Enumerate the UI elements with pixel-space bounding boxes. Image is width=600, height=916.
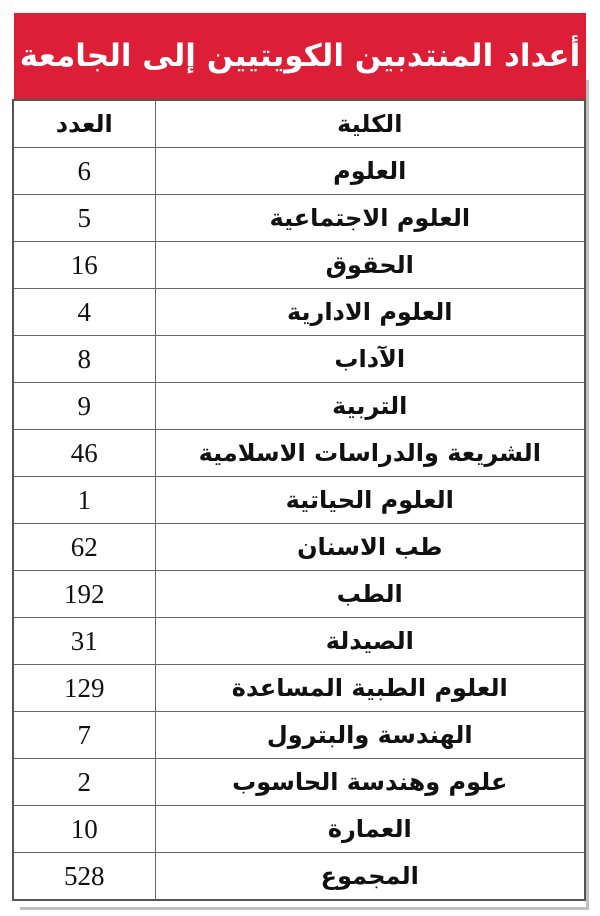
table-row xyxy=(13,665,585,712)
data-table-card xyxy=(14,13,586,901)
table-row xyxy=(13,336,585,383)
delegate-count: 8 xyxy=(13,336,155,383)
delegate-count: 7 xyxy=(13,712,155,759)
table-row xyxy=(13,712,585,759)
college-name: الطب xyxy=(155,571,585,618)
college-name: الآداب xyxy=(155,336,585,383)
colleges-table xyxy=(12,99,586,901)
table-row xyxy=(13,430,585,477)
table-row xyxy=(13,524,585,571)
delegate-count: 9 xyxy=(13,383,155,430)
table-row xyxy=(13,242,585,289)
header-count: العدد xyxy=(13,100,155,148)
table-body xyxy=(13,100,585,900)
delegate-count: 6 xyxy=(13,148,155,195)
college-name: التربية xyxy=(155,383,585,430)
table-row xyxy=(13,477,585,524)
college-name: العلوم الاجتماعية xyxy=(155,195,585,242)
college-name: طب الاسنان xyxy=(155,524,585,571)
delegate-count: 31 xyxy=(13,618,155,665)
college-name: الحقوق xyxy=(155,242,585,289)
table-row xyxy=(13,195,585,242)
delegate-count: 129 xyxy=(13,665,155,712)
table-title: أعداد المنتدبين الكويتيين إلى الجامعة xyxy=(14,13,586,99)
table-shadow-bottom xyxy=(20,907,589,910)
table-header-row xyxy=(13,100,585,148)
delegate-count: 192 xyxy=(13,571,155,618)
college-name: المجموع xyxy=(155,853,585,901)
total-row xyxy=(13,853,585,901)
table-row xyxy=(13,148,585,195)
delegate-count: 1 xyxy=(13,477,155,524)
delegate-count: 46 xyxy=(13,430,155,477)
delegate-count: 10 xyxy=(13,806,155,853)
header-college: الكلية xyxy=(155,100,585,148)
college-name: العلوم الطبية المساعدة xyxy=(155,665,585,712)
delegate-count: 62 xyxy=(13,524,155,571)
college-name: العلوم الحياتية xyxy=(155,477,585,524)
table-row xyxy=(13,759,585,806)
delegate-count: 16 xyxy=(13,242,155,289)
delegate-count: 2 xyxy=(13,759,155,806)
table-row xyxy=(13,383,585,430)
college-name: علوم وهندسة الحاسوب xyxy=(155,759,585,806)
college-name: الصيدلة xyxy=(155,618,585,665)
college-name: الشريعة والدراسات الاسلامية xyxy=(155,430,585,477)
delegate-count: 528 xyxy=(13,853,155,901)
college-name: العلوم الادارية xyxy=(155,289,585,336)
college-name: العمارة xyxy=(155,806,585,853)
table-row xyxy=(13,289,585,336)
delegate-count: 4 xyxy=(13,289,155,336)
delegate-count: 5 xyxy=(13,195,155,242)
table-row xyxy=(13,618,585,665)
table-shadow-right xyxy=(586,80,589,910)
table-row xyxy=(13,806,585,853)
table-row xyxy=(13,571,585,618)
college-name: العلوم xyxy=(155,148,585,195)
college-name: الهندسة والبترول xyxy=(155,712,585,759)
